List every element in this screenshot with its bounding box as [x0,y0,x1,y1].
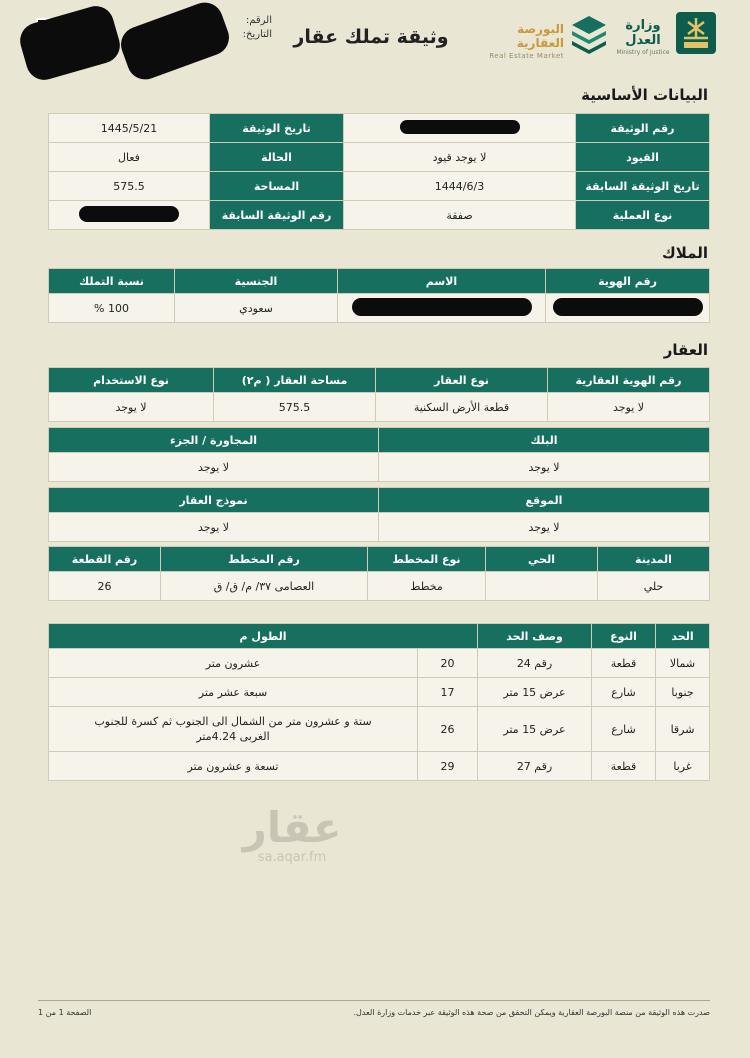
col-plot-no: رقم القطعة [49,547,161,572]
table-row [49,393,710,422]
area-value: 575.5 [214,393,376,422]
col-side: الحد [656,624,710,649]
border-length-number: 26 [418,707,478,752]
re-id-value: لا يوجد [548,393,710,422]
location-table [48,487,710,542]
owner-name-value [338,294,546,323]
saudi-emblem-icon [676,12,716,54]
border-length-number: 20 [418,649,478,678]
table-row [49,572,710,601]
owner-nationality-value: سعودي [175,294,338,323]
doc-number-label: الرقم: [245,15,272,26]
redacted-area [352,298,532,316]
prev-doc-number-key: رقم الوثيقة السابقة [210,201,344,230]
property-heading: العقار [663,341,708,359]
redacted-area [553,298,703,316]
doc-number-key: رقم الوثيقة [576,114,710,143]
border-length-number: 17 [418,678,478,707]
table-row [49,143,710,172]
block-table [48,427,710,482]
operation-type-key: نوع العملية [576,201,710,230]
col-kind: النوع [592,624,656,649]
border-desc: عرض 15 متر [478,678,592,707]
page-number: الصفحة 1 من 1 [38,1008,92,1017]
city-value: حلي [598,572,710,601]
table-header-row [49,269,710,294]
border-length-number: 29 [418,752,478,781]
document-header [0,0,750,80]
border-desc: رقم 27 [478,752,592,781]
plan-no-value: العصامى ٣٧/ م/ ق/ ق [161,572,368,601]
doc-number-value [344,114,576,143]
adjacent-value: لا يوجد [49,453,379,482]
redacted-area [79,206,179,222]
owners-table [48,268,710,323]
col-re-id: رقم الهوية العقارية [548,368,710,393]
col-model: نموذج العقار [49,488,379,513]
doc-date-label: التاريخ: [242,29,272,40]
col-block: البلك [379,428,710,453]
col-district: الحي [486,547,598,572]
restrictions-key: القيود [576,143,710,172]
document-meta [220,14,272,42]
col-usage: نوع الاستخدام [49,368,214,393]
table-row [49,294,710,323]
col-share: نسبة التملك [49,269,175,294]
borders-table [48,623,710,781]
redacted-area [16,2,124,84]
table-header-row [49,428,710,453]
plan-type-value: مخطط [368,572,486,601]
watermark-en: sa.aqar.fm [257,850,327,865]
border-length-text: تسعة و عشرون متر [49,752,418,781]
watermark-ar: عقار [242,803,342,852]
owner-share-value: 100 % [49,294,175,323]
ministry-of-justice-logo: وزارة العدل Ministry of Justice [616,18,670,56]
border-side: غربا [656,752,710,781]
border-length-text: عشرون متر [49,649,418,678]
table-row [49,201,710,230]
real-estate-market-logo: البورصة العقارية Real Estate Market [489,22,564,60]
col-location: الموقع [379,488,710,513]
prev-doc-number-value [49,201,210,230]
table-header-row [49,488,710,513]
col-name: الاسم [338,269,546,294]
col-type: نوع العقار [376,368,548,393]
doc-date-key: تاريخ الوثيقة [210,114,344,143]
table-row [49,513,710,542]
operation-type-value: صفقة [344,201,576,230]
footer-divider [38,1000,710,1001]
border-kind: قطعة [592,649,656,678]
doc-date-value: 1445/5/21 [49,114,210,143]
aqar-watermark [232,803,352,865]
basic-data-heading: البيانات الأساسية [581,86,708,104]
owner-id-value [546,294,710,323]
col-plan-no: رقم المخطط [161,547,368,572]
border-desc: رقم 24 [478,649,592,678]
border-side: جنوبا [656,678,710,707]
restrictions-value: لا يوجد قيود [344,143,576,172]
city-table [48,546,710,601]
type-value: قطعة الأرض السكنية [376,393,548,422]
block-value: لا يوجد [379,453,710,482]
page-title: وثيقة تملك عقار [293,26,449,48]
stacked-layers-icon [570,14,608,54]
basic-data-table [48,113,710,230]
owners-heading: الملاك [662,244,708,262]
col-adjacent: المجاورة / الجزء [49,428,379,453]
table-row [49,649,710,678]
model-value: لا يوجد [49,513,379,542]
redacted-area [400,120,520,134]
table-row [49,453,710,482]
col-id: رقم الهوية [546,269,710,294]
prev-doc-date-value: 1444/6/3 [344,172,576,201]
border-length-text: ستة و عشرون متر من الشمال الى الجنوب ثم كسرة للجنوب الغربى 4.24متر [49,707,418,752]
border-length-text: سبعة عشر متر [49,678,418,707]
table-row [49,114,710,143]
location-value: لا يوجد [379,513,710,542]
col-city: المدينة [598,547,710,572]
prev-doc-date-key: تاريخ الوثيقة السابقة [576,172,710,201]
col-length: الطول م [49,624,478,649]
table-row [49,752,710,781]
border-desc: عرض 15 متر [478,707,592,752]
table-row [49,678,710,707]
col-plan-type: نوع المخطط [368,547,486,572]
col-nationality: الجنسية [175,269,338,294]
redacted-area [116,0,234,84]
plot-no-value: 26 [49,572,161,601]
property-table [48,367,710,422]
status-value: فعال [49,143,210,172]
border-kind: شارع [592,678,656,707]
col-area: مساحة العقار ( م٢) [214,368,376,393]
table-header-row [49,368,710,393]
district-value [486,572,598,601]
table-row [49,707,710,752]
border-kind: قطعة [592,752,656,781]
border-side: شرقا [656,707,710,752]
table-header-row [49,624,710,649]
table-row [49,172,710,201]
usage-value: لا يوجد [49,393,214,422]
status-key: الحالة [210,143,344,172]
area-key: المساحة [210,172,344,201]
border-kind: شارع [592,707,656,752]
footer-note: صدرت هذه الوثيقة من منصة البورصة العقارية ويمكن التحقق من صحة هذه الوثيقة عبر خدمات وزارة العدل. [353,1008,710,1017]
border-side: شمالا [656,649,710,678]
table-header-row [49,547,710,572]
col-desc: وصف الحد [478,624,592,649]
area-value: 575.5 [49,172,210,201]
